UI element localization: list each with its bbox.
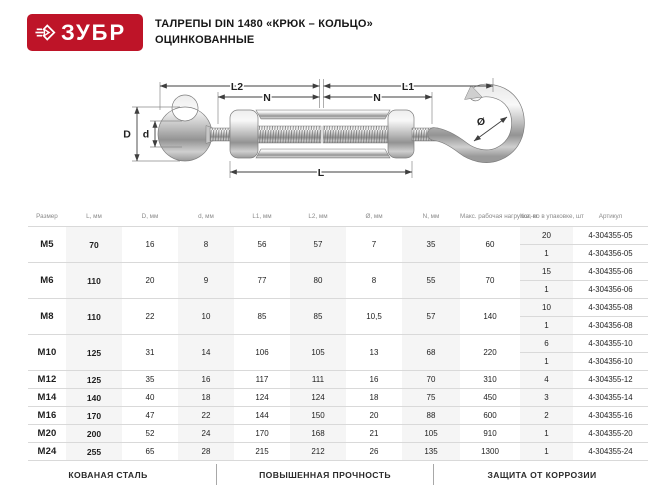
cell-d: 22 xyxy=(178,407,234,425)
cell-d: 10 xyxy=(178,299,234,335)
cell-N: 88 xyxy=(402,407,460,425)
cell-d: 16 xyxy=(178,371,234,389)
cell-N: 57 xyxy=(402,299,460,335)
column-header: N, мм xyxy=(422,213,440,220)
cell-L: 110 xyxy=(66,299,122,335)
cell-d: 28 xyxy=(178,443,234,461)
cell-D: 47 xyxy=(122,407,178,425)
cell-load: 70 xyxy=(460,263,520,299)
cell-L2: 57 xyxy=(290,227,346,263)
feature-label: ПОВЫШЕННАЯ ПРОЧНОСТЬ xyxy=(259,469,391,480)
table-row xyxy=(28,443,648,461)
cell-size: M8 xyxy=(28,299,66,335)
inner-threaded-rods xyxy=(258,126,388,143)
dim-label-d: d xyxy=(142,128,150,141)
table-row xyxy=(28,299,648,317)
feature-label: ЗАЩИТА ОТ КОРРОЗИИ xyxy=(487,469,597,480)
cell-dia: 7 xyxy=(346,227,402,263)
cell-D: 40 xyxy=(122,389,178,407)
left-threaded-rod xyxy=(210,128,233,141)
cell-L2: 150 xyxy=(290,407,346,425)
column-header: Макс. рабочая нагрузка, кг xyxy=(460,213,538,220)
cell-pack-qty: 3 xyxy=(520,389,573,407)
cell-d: 9 xyxy=(178,263,234,299)
cell-dia: 18 xyxy=(346,389,402,407)
cell-d: 24 xyxy=(178,425,234,443)
cell-L2: 124 xyxy=(290,389,346,407)
dim-label-L: L xyxy=(317,166,325,179)
cell-pack-qty: 4 xyxy=(520,371,573,389)
column-header: d, мм xyxy=(198,213,214,220)
cell-L2: 80 xyxy=(290,263,346,299)
cell-dia: 16 xyxy=(346,371,402,389)
cell-L: 255 xyxy=(66,443,122,461)
cell-dia: 8 xyxy=(346,263,402,299)
table-row xyxy=(28,407,648,425)
column-header: L2, мм xyxy=(308,213,328,220)
cell-D: 35 xyxy=(122,371,178,389)
cell-L1: 144 xyxy=(234,407,290,425)
cell-article: 4-304355-24 xyxy=(573,443,648,461)
cell-L: 125 xyxy=(66,371,122,389)
cell-pack-qty: 1 xyxy=(520,317,573,335)
cell-d: 14 xyxy=(178,335,234,371)
cell-L1: 77 xyxy=(234,263,290,299)
cell-size: M16 xyxy=(28,407,66,425)
table-row xyxy=(28,263,648,281)
cell-L: 125 xyxy=(66,335,122,371)
cell-D: 20 xyxy=(122,263,178,299)
cell-D: 22 xyxy=(122,299,178,335)
cell-pack-qty: 1 xyxy=(520,281,573,299)
cell-L: 70 xyxy=(66,227,122,263)
cell-load: 310 xyxy=(460,371,520,389)
cell-size: M5 xyxy=(28,227,66,263)
technical-drawing xyxy=(100,62,550,207)
spec-table-body xyxy=(28,227,648,461)
cell-L: 170 xyxy=(66,407,122,425)
cell-L1: 170 xyxy=(234,425,290,443)
cell-size: M24 xyxy=(28,443,66,461)
column-header: Артикул xyxy=(598,213,623,220)
cell-load: 220 xyxy=(460,335,520,371)
cell-L2: 111 xyxy=(290,371,346,389)
cell-size: M10 xyxy=(28,335,66,371)
column-header: Кол-во в упаковке, шт xyxy=(520,213,584,220)
table-row xyxy=(28,371,648,389)
cell-N: 35 xyxy=(402,227,460,263)
cell-article: 4-304355-20 xyxy=(573,425,648,443)
table-row xyxy=(28,335,648,353)
cell-article: 4-304355-16 xyxy=(573,407,648,425)
cell-pack-qty: 1 xyxy=(520,245,573,263)
cell-D: 31 xyxy=(122,335,178,371)
dim-label-l1: L1 xyxy=(401,80,415,93)
table-row xyxy=(28,425,648,443)
cell-load: 140 xyxy=(460,299,520,335)
cell-size: M14 xyxy=(28,389,66,407)
cell-d: 8 xyxy=(178,227,234,263)
table-row xyxy=(28,227,648,245)
cell-N: 75 xyxy=(402,389,460,407)
cell-L2: 85 xyxy=(290,299,346,335)
cell-article: 4-304355-05 xyxy=(573,227,648,245)
brand-name: ЗУБР xyxy=(61,19,127,45)
cell-size: M6 xyxy=(28,263,66,299)
cell-L: 110 xyxy=(66,263,122,299)
cell-L: 200 xyxy=(66,425,122,443)
cell-L1: 124 xyxy=(234,389,290,407)
cell-load: 600 xyxy=(460,407,520,425)
cell-article: 4-304356-10 xyxy=(573,353,648,371)
cell-pack-qty: 2 xyxy=(520,407,573,425)
dim-label-n-right: N xyxy=(373,91,381,104)
cell-dia: 20 xyxy=(346,407,402,425)
cell-pack-qty: 6 xyxy=(520,335,573,353)
spec-table xyxy=(28,207,648,461)
cell-L1: 215 xyxy=(234,443,290,461)
column-header: L1, мм xyxy=(252,213,272,220)
cell-dia: 13 xyxy=(346,335,402,371)
cell-dia: 26 xyxy=(346,443,402,461)
cell-article: 4-304355-10 xyxy=(573,335,648,353)
cell-pack-qty: 1 xyxy=(520,443,573,461)
cell-L1: 56 xyxy=(234,227,290,263)
cell-D: 65 xyxy=(122,443,178,461)
features-bar xyxy=(0,461,650,488)
eye-ring xyxy=(158,95,212,161)
cell-L: 140 xyxy=(66,389,122,407)
cell-article: 4-304356-05 xyxy=(573,245,648,263)
cell-pack-qty: 1 xyxy=(520,425,573,443)
cell-load: 910 xyxy=(460,425,520,443)
brand-logo xyxy=(27,14,143,51)
cell-load: 450 xyxy=(460,389,520,407)
cell-N: 68 xyxy=(402,335,460,371)
cell-size: M20 xyxy=(28,425,66,443)
cell-article: 4-304356-06 xyxy=(573,281,648,299)
cell-L1: 117 xyxy=(234,371,290,389)
product-title-line1: ТАЛРЕПЫ DIN 1480 «КРЮК – КОЛЬЦО» xyxy=(155,18,373,30)
feature-label: КОВАНАЯ СТАЛЬ xyxy=(68,469,148,480)
cell-N: 135 xyxy=(402,443,460,461)
cell-L2: 168 xyxy=(290,425,346,443)
cell-D: 52 xyxy=(122,425,178,443)
dim-label-n-left: N xyxy=(263,91,271,104)
cell-pack-qty: 1 xyxy=(520,353,573,371)
column-header: D, мм xyxy=(141,213,159,220)
dim-label-diameter: Ø xyxy=(476,116,486,128)
cell-size: M12 xyxy=(28,371,66,389)
cell-article: 4-304355-06 xyxy=(573,263,648,281)
cell-article: 4-304356-08 xyxy=(573,317,648,335)
cell-N: 55 xyxy=(402,263,460,299)
cell-D: 16 xyxy=(122,227,178,263)
cell-N: 105 xyxy=(402,425,460,443)
spec-table-head xyxy=(28,207,648,227)
column-header: L, мм xyxy=(86,213,102,220)
cell-load: 60 xyxy=(460,227,520,263)
cell-N: 70 xyxy=(402,371,460,389)
cell-load: 1300 xyxy=(460,443,520,461)
cell-L1: 85 xyxy=(234,299,290,335)
cell-article: 4-304355-14 xyxy=(573,389,648,407)
cell-article: 4-304355-08 xyxy=(573,299,648,317)
cell-L1: 106 xyxy=(234,335,290,371)
cell-dia: 21 xyxy=(346,425,402,443)
cell-pack-qty: 15 xyxy=(520,263,573,281)
cell-pack-qty: 10 xyxy=(520,299,573,317)
product-title xyxy=(155,17,373,48)
brand-arrow-icon xyxy=(35,22,56,43)
cell-L2: 105 xyxy=(290,335,346,371)
cell-L2: 212 xyxy=(290,443,346,461)
cell-article: 4-304355-12 xyxy=(573,371,648,389)
cell-pack-qty: 20 xyxy=(520,227,573,245)
column-header: Ø, мм xyxy=(365,213,383,220)
dim-label-D: D xyxy=(123,128,131,141)
dim-label-l2: L2 xyxy=(230,80,244,93)
table-row xyxy=(28,389,648,407)
product-title-line2: ОЦИНКОВАННЫЕ xyxy=(155,33,255,46)
column-header: Размер xyxy=(36,213,58,220)
cell-d: 18 xyxy=(178,389,234,407)
cell-dia: 10,5 xyxy=(346,299,402,335)
